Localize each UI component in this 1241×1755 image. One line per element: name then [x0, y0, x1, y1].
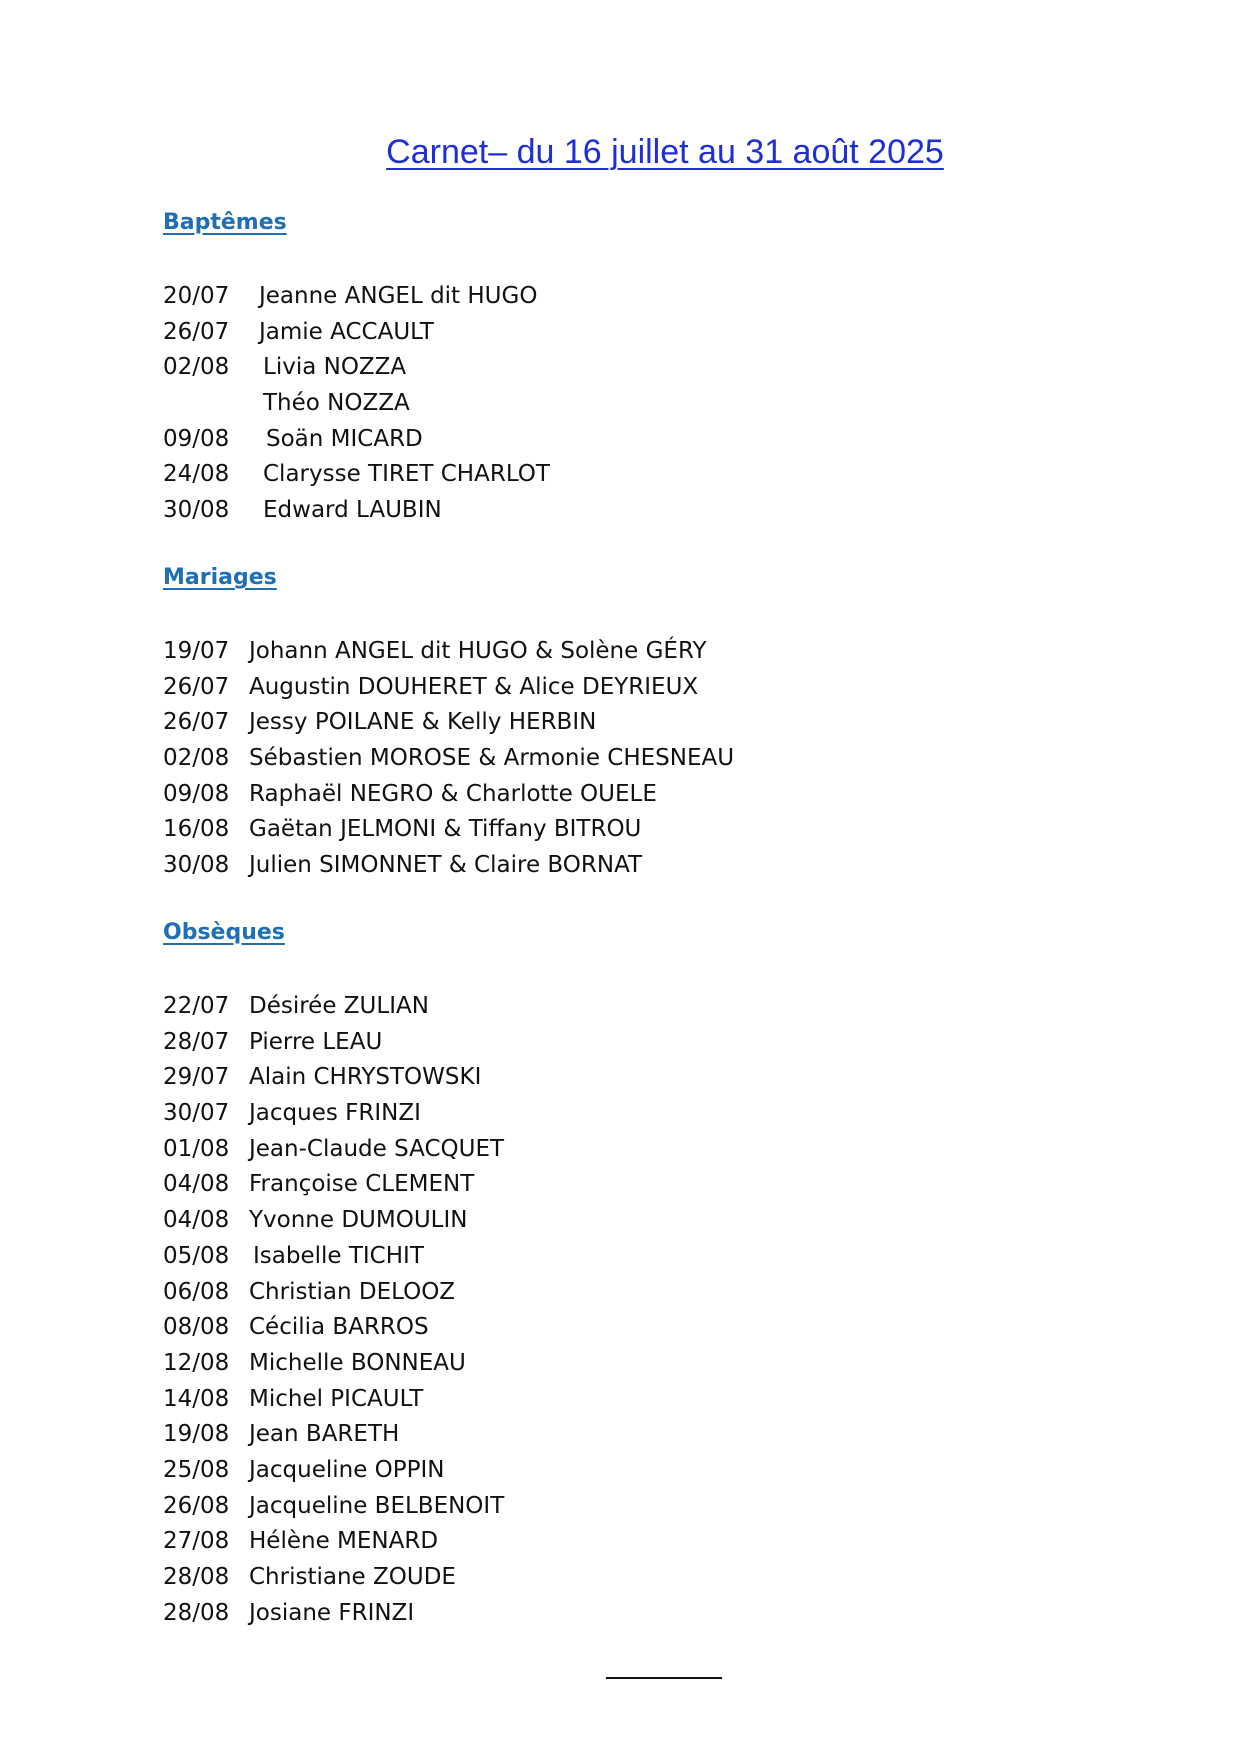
entry-name: Alain CHRYSTOWSKI: [249, 1064, 482, 1091]
entry-date: 30/07: [163, 1100, 230, 1127]
entry-date: 04/08: [163, 1171, 230, 1198]
entry-name: Yvonne DUMOULIN: [249, 1207, 468, 1234]
entry-name: Françoise CLEMENT: [249, 1171, 475, 1198]
page-title: Carnet– du 16 juillet au 31 août 2025: [386, 133, 944, 171]
entry-name: Augustin DOUHERET & Alice DEYRIEUX: [249, 673, 699, 700]
entry-date: 01/08: [163, 1135, 230, 1162]
entry-name: Cécilia BARROS: [249, 1314, 429, 1341]
list-item: [163, 634, 734, 670]
list-item: [163, 386, 550, 422]
list-item: [163, 350, 550, 386]
entry-date: 30/08: [163, 852, 230, 879]
list-item: [163, 279, 550, 315]
entry-name: Désirée ZULIAN: [249, 993, 429, 1019]
list-item: [163, 1382, 504, 1418]
entry-name: Michel PICAULT: [249, 1385, 424, 1412]
entry-date: 12/08: [163, 1349, 230, 1376]
list-item: [163, 1524, 504, 1560]
list-item: [163, 457, 550, 493]
list-item: [163, 1025, 504, 1061]
entry-name: Jamie ACCAULT: [259, 318, 434, 345]
entry-name: Livia NOZZA: [263, 354, 407, 381]
entry-date: 28/08: [163, 1599, 230, 1626]
entry-name: Josiane FRINZI: [249, 1599, 415, 1626]
list-item: [163, 989, 504, 1025]
list-item: [163, 1346, 504, 1382]
entry-name: Raphaël NEGRO & Charlotte OUELE: [249, 780, 657, 807]
list-item: [163, 1132, 504, 1168]
list-item: [163, 1275, 504, 1311]
entry-name: Jean-Claude SACQUET: [249, 1135, 505, 1162]
list-item: [163, 1596, 504, 1632]
entry-date: 14/08: [163, 1385, 230, 1412]
list-item: [163, 1417, 504, 1453]
entry-date: 08/08: [163, 1314, 230, 1341]
entry-date: 27/08: [163, 1528, 230, 1555]
entry-name: Pierre LEAU: [249, 1028, 383, 1055]
entry-date: 20/07: [163, 283, 230, 309]
list-item: [163, 1310, 504, 1346]
entry-date: 09/08: [163, 425, 230, 452]
entry-date: 28/07: [163, 1028, 230, 1055]
entry-date: 22/07: [163, 993, 230, 1019]
list-item: [163, 777, 734, 813]
entry-name: Christian DELOOZ: [249, 1278, 456, 1305]
entry-name: Jean BARETH: [249, 1421, 400, 1448]
entries-baptemes: [163, 279, 550, 529]
entry-name: Jessy POILANE & Kelly HERBIN: [249, 709, 597, 736]
closing-divider: [606, 1677, 722, 1679]
entries-mariages: [163, 634, 734, 884]
entry-date: 02/08: [163, 354, 230, 381]
entry-name: Christiane ZOUDE: [249, 1564, 456, 1590]
entry-name: Jeanne ANGEL dit HUGO: [259, 283, 538, 309]
entry-date: 30/08: [163, 497, 230, 524]
entry-name: Sébastien MOROSE & Armonie CHESNEAU: [249, 745, 735, 772]
section-baptemes: [163, 208, 550, 529]
entry-name: Clarysse TIRET CHARLOT: [263, 461, 550, 488]
list-item: [163, 315, 550, 351]
entry-date: 26/07: [163, 318, 230, 345]
section-heading-obseques: Obsèques: [163, 920, 285, 945]
entry-date: 26/08: [163, 1492, 230, 1519]
entry-date: 19/08: [163, 1421, 230, 1448]
entry-date: 19/07: [163, 638, 230, 664]
section-heading-mariages: Mariages: [163, 565, 277, 590]
list-item: [163, 848, 734, 884]
list-item: [163, 1453, 504, 1489]
entry-date: 29/07: [163, 1064, 230, 1091]
list-item: [163, 812, 734, 848]
entry-date: 16/08: [163, 816, 230, 843]
list-item: [163, 741, 734, 777]
list-item: [163, 1060, 504, 1096]
entry-name: Soän MICARD: [266, 425, 423, 452]
list-item: [163, 1167, 504, 1203]
list-item: [163, 1096, 504, 1132]
entry-date: 24/08: [163, 461, 230, 488]
entry-name: Théo NOZZA: [263, 390, 410, 417]
entry-date: 04/08: [163, 1207, 230, 1234]
entry-name: Jacqueline BELBENOIT: [249, 1492, 505, 1519]
entry-name: Julien SIMONNET & Claire BORNAT: [249, 852, 643, 879]
list-item: [163, 1560, 504, 1596]
entry-date: 02/08: [163, 745, 230, 772]
entry-date: 28/08: [163, 1564, 230, 1590]
entry-name: Isabelle TICHIT: [253, 1242, 424, 1269]
entry-date: 06/08: [163, 1278, 230, 1305]
entry-date: 26/07: [163, 709, 230, 736]
list-item: [163, 1489, 504, 1525]
list-item: [163, 1203, 504, 1239]
list-item: [163, 705, 734, 741]
section-heading-baptemes: Baptêmes: [163, 210, 287, 235]
entry-date: 26/07: [163, 673, 230, 700]
entries-obseques: [163, 989, 504, 1631]
list-item: [163, 670, 734, 706]
entry-date: 05/08: [163, 1242, 230, 1269]
list-item: [163, 493, 550, 529]
list-item: [163, 1239, 504, 1275]
entry-name: Michelle BONNEAU: [249, 1349, 466, 1376]
section-obseques: [163, 918, 504, 1631]
list-item: [163, 422, 550, 458]
entry-name: Jacqueline OPPIN: [249, 1456, 445, 1483]
entry-name: Johann ANGEL dit HUGO & Solène GÉRY: [249, 638, 707, 664]
entry-name: Jacques FRINZI: [249, 1100, 421, 1127]
section-mariages: [163, 563, 734, 884]
entry-name: Edward LAUBIN: [263, 497, 442, 524]
entry-date: 09/08: [163, 780, 230, 807]
entry-name: Hélène MENARD: [249, 1528, 439, 1555]
entry-name: Gaëtan JELMONI & Tiffany BITROU: [249, 816, 642, 843]
entry-date: 25/08: [163, 1456, 230, 1483]
